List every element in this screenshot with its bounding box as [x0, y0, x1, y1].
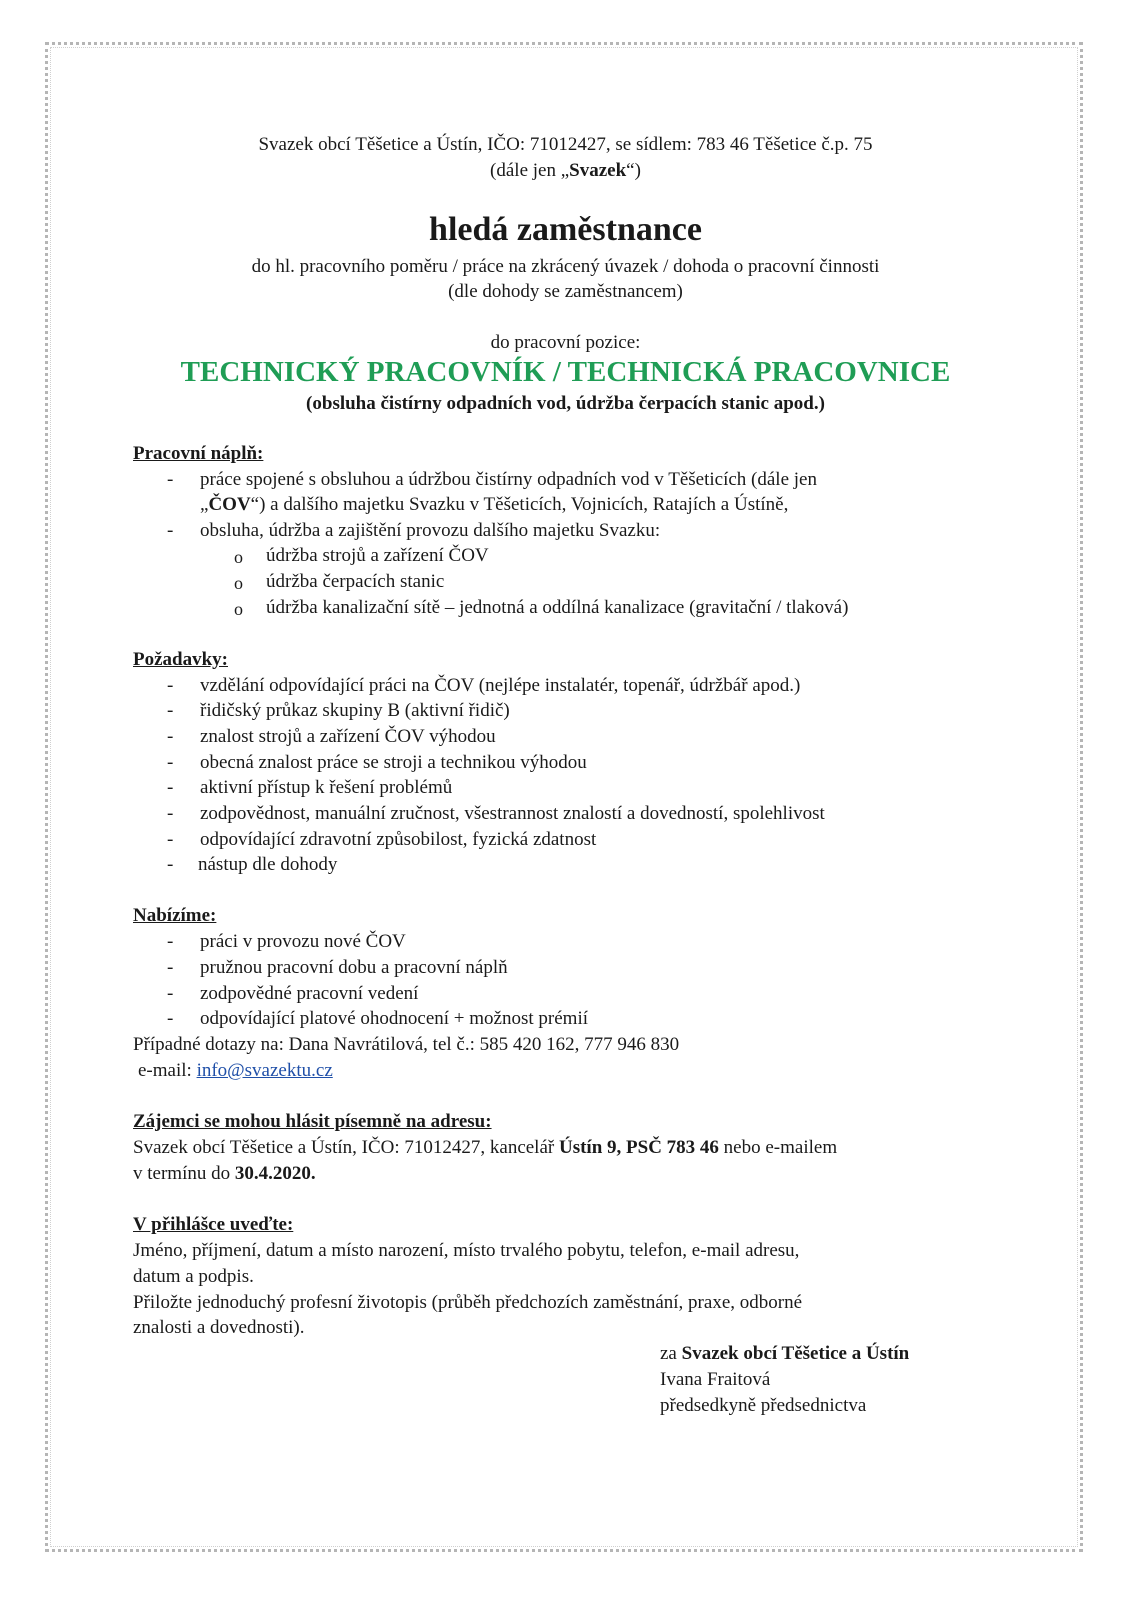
signature-org-line — [660, 1343, 909, 1365]
zajemci-line-2 — [133, 1163, 316, 1185]
bullet-dash: - — [167, 726, 174, 747]
subtitle-line-1: do hl. pracovního poměru / práce na zkrácený úvazek / dohoda o pracovní činnosti — [251, 256, 880, 277]
nabizime-item: pružnou pracovní dobu a pracovní náplň — [200, 957, 508, 978]
pozadavky-item: zodpovědnost, manuální zručnost, všestrannost znalostí a dovedností, spolehlivost — [200, 803, 825, 824]
prihlaska-line-2: datum a podpis. — [133, 1266, 254, 1287]
bullet-circle: o — [234, 599, 243, 619]
naplne-item-1-pre: „ — [200, 494, 209, 515]
page-title: hledá zaměstnance — [429, 211, 702, 248]
section-heading-naplne: Pracovní náplň: — [133, 443, 264, 464]
bullet-dash: - — [167, 520, 174, 541]
position-name: TECHNICKÝ PRACOVNÍK / TECHNICKÁ PRACOVNICE — [180, 356, 951, 388]
nabizime-item: odpovídající platové ohodnocení + možnost prémií — [200, 1008, 588, 1029]
header-line-1: Svazek obcí Těšetice a Ústín, IČO: 71012427, se sídlem: 783 46 Těšetice č.p. 75 — [258, 134, 873, 155]
bullet-circle: o — [234, 573, 243, 593]
header-line-2-post: “) — [626, 160, 641, 181]
pozadavky-item: řidičský průkaz skupiny B (aktivní řidič) — [200, 700, 510, 721]
section-heading-nabizime: Nabízíme: — [133, 905, 217, 926]
pozadavky-item: vzdělání odpovídající práci na ČOV (nejlépe instalatér, topenář, údržbář apod.) — [200, 675, 801, 696]
nabizime-item: zodpovědné pracovní vedení — [200, 983, 419, 1004]
signature-role: předsedkyně předsednictva — [660, 1395, 867, 1416]
position-intro: do pracovní pozice: — [490, 332, 641, 353]
naplne-item-1-line-1: práce spojené s obsluhou a údržbou čistírny odpadních vod v Těšeticích (dále jen — [200, 469, 817, 490]
bullet-dash: - — [167, 854, 174, 875]
bullet-dash: - — [167, 700, 174, 721]
signature-org: Svazek obcí Těšetice a Ústín — [681, 1343, 910, 1364]
header-line-2-pre: (dále jen „ — [490, 160, 570, 181]
email-link[interactable]: info@svazektu.cz — [196, 1060, 333, 1081]
pozadavky-item: aktivní přístup k řešení problémů — [200, 777, 453, 798]
naplne-item-1-line-2 — [200, 494, 788, 516]
zajemci-line-2-pre: v termínu do — [133, 1163, 235, 1184]
prihlaska-line-3: Přiložte jednoduchý profesní životopis (průběh předchozích zaměstnání, praxe, odborné — [133, 1292, 803, 1313]
bullet-dash: - — [167, 777, 174, 798]
naplne-subitem: údržba čerpacích stanic — [266, 571, 445, 592]
bullet-dash: - — [167, 752, 174, 773]
naplne-subitem: údržba kanalizační sítě – jednotná a oddílná kanalizace (gravitační / tlaková) — [266, 597, 849, 618]
signature-za: za — [660, 1343, 682, 1364]
email-label: e-mail: — [138, 1060, 197, 1081]
pozadavky-item: obecná znalost práce se stroji a technikou výhodou — [200, 752, 587, 773]
signature-name: Ivana Fraitová — [660, 1369, 771, 1390]
nabizime-item: práci v provozu nové ČOV — [200, 931, 406, 952]
header-line-2 — [0, 160, 1131, 182]
pozadavky-item: znalost strojů a zařízení ČOV výhodou — [200, 726, 496, 747]
bullet-dash: - — [167, 1008, 174, 1029]
naplne-subitem: údržba strojů a zařízení ČOV — [266, 545, 489, 566]
bullet-dash: - — [167, 931, 174, 952]
position-note: (obsluha čistírny odpadních vod, údržba čerpacích stanic apod.) — [306, 393, 825, 414]
prihlaska-line-1: Jméno, příjmení, datum a místo narození, místo trvalého pobytu, telefon, e-mail adresu, — [133, 1240, 800, 1261]
pozadavky-item: odpovídající zdravotní způsobilost, fyzická zdatnost — [200, 829, 597, 850]
bullet-dash: - — [167, 983, 174, 1004]
header-line-2-bold: Svazek — [569, 160, 627, 181]
bullet-dash: - — [167, 829, 174, 850]
zajemci-deadline: 30.4.2020. — [234, 1163, 316, 1184]
bullet-circle: o — [234, 547, 243, 567]
zajemci-line-1-pre: Svazek obcí Těšetice a Ústín, IČO: 71012427, kancelář — [133, 1137, 559, 1158]
pozadavky-item: nástup dle dohody — [198, 854, 338, 875]
bullet-dash: - — [167, 675, 174, 696]
naplne-item-1-bold: ČOV — [208, 494, 251, 515]
bullet-dash: - — [167, 803, 174, 824]
bullet-dash: - — [167, 469, 174, 490]
email-line — [138, 1060, 333, 1082]
contact-line: Případné dotazy na: Dana Navrátilová, tel č.: 585 420 162, 777 946 830 — [133, 1034, 680, 1055]
zajemci-line-1 — [133, 1137, 837, 1159]
section-heading-pozadavky: Požadavky: — [133, 649, 228, 670]
naplne-item-1-post: “) a dalšího majetku Svazku v Těšeticích, Vojnicích, Ratajích a Ústíně, — [250, 494, 789, 515]
subtitle-line-2: (dle dohody se zaměstnancem) — [448, 281, 683, 302]
section-heading-prihlaska: V přihlášce uveďte: — [133, 1214, 294, 1235]
prihlaska-line-4: znalosti a dovednosti). — [133, 1317, 305, 1338]
section-heading-zajemci: Zájemci se mohou hlásit písemně na adresu: — [133, 1111, 492, 1132]
bullet-dash: - — [167, 957, 174, 978]
naplne-item-2: obsluha, údržba a zajištění provozu dalšího majetku Svazku: — [200, 520, 661, 541]
zajemci-address: Ústín 9, PSČ 783 46 — [558, 1137, 719, 1158]
zajemci-line-1-post: nebo e-mailem — [718, 1137, 838, 1158]
